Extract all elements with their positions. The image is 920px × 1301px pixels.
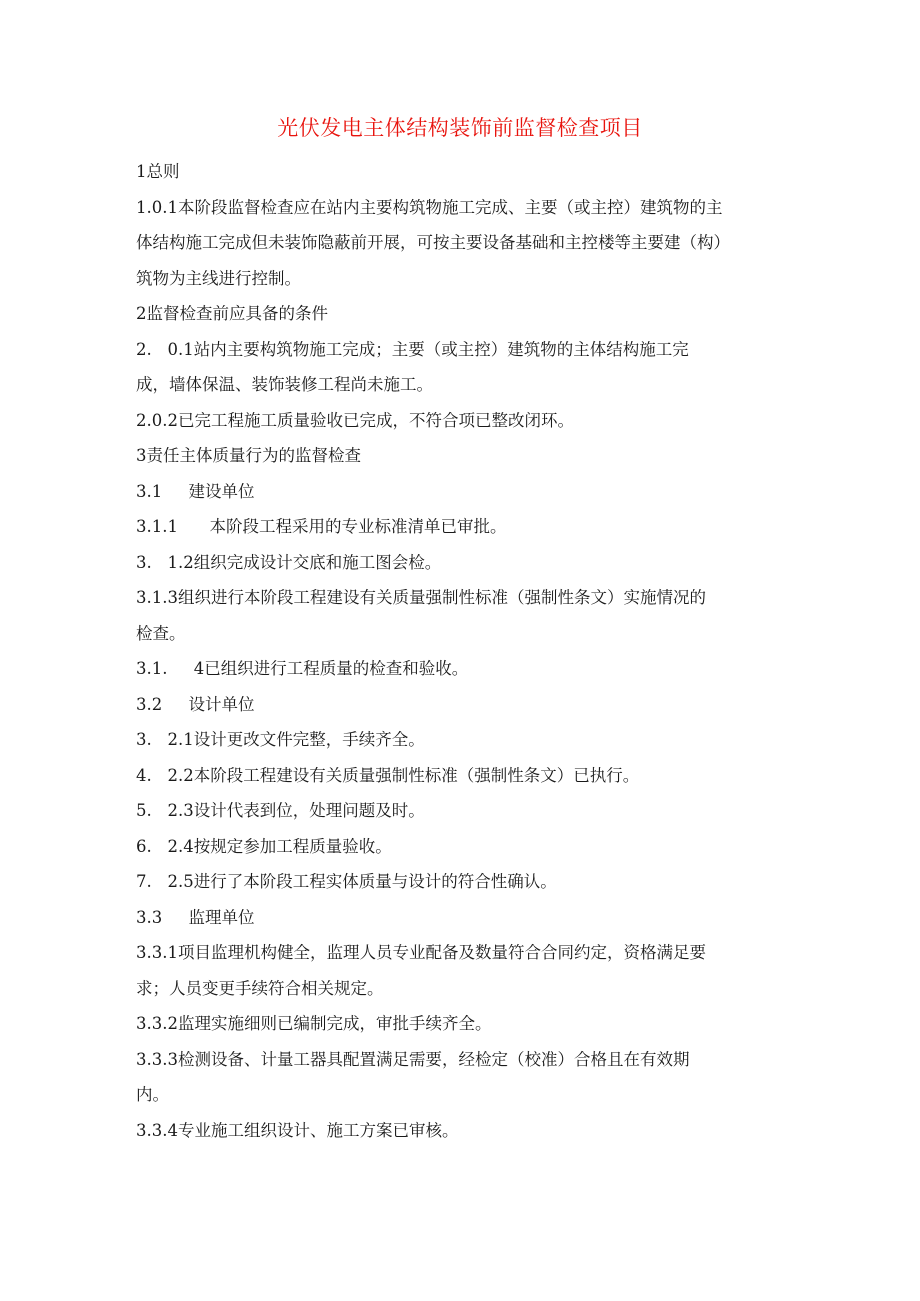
paragraph-line: 3. 1.2组织完成设计交底和施工图会检。 xyxy=(136,552,442,572)
paragraph-line: 检查。 xyxy=(136,623,186,643)
paragraph-line: 1.0.1本阶段监督检查应在站内主要构筑物施工完成、主要（或主控）建筑物的主 xyxy=(136,197,723,217)
paragraph-line: 3.3.1项目监理机构健全，监理人员专业配备及数量符合合同约定，资格满足要 xyxy=(136,943,706,962)
paragraph-line: 体结构施工完成但未装饰隐蔽前开展，可按主要设备基础和主控楼等主要建（构） xyxy=(136,233,730,252)
paragraph-line: 求；人员变更手续符合相关规定。 xyxy=(136,978,384,998)
paragraph-line: 3.3.2监理实施细则已编制完成，审批手续齐全。 xyxy=(136,1014,492,1033)
paragraph-line: 3.1 建设单位 xyxy=(136,481,255,501)
paragraph-line: 3.1.3组织进行本阶段工程建设有关质量强制性标准（强制性条文）实施情况的 xyxy=(136,588,706,607)
paragraph-line: 4. 2.2本阶段工程建设有关质量强制性标准（强制性条文）已执行。 xyxy=(136,765,640,785)
paragraph-line: 3.3.4专业施工组织设计、施工方案已审核。 xyxy=(136,1120,459,1140)
paragraph-line: 成，墙体保温、装饰装修工程尚未施工。 xyxy=(136,375,433,394)
paragraph-line: 3.2 设计单位 xyxy=(136,694,255,714)
paragraph-line: 5. 2.3设计代表到位，处理问题及时。 xyxy=(136,801,425,820)
document-body xyxy=(136,154,786,1148)
paragraph-line: 6. 2.4按规定参加工程质量验收。 xyxy=(136,836,392,856)
paragraph-line: 3.1.1 本阶段工程采用的专业标准清单已审批。 xyxy=(136,517,507,536)
paragraph-line: 3. 2.1设计更改文件完整，手续齐全。 xyxy=(136,730,425,749)
paragraph-line: 2监督检查前应具备的条件 xyxy=(136,304,328,323)
paragraph-line: 2. 0.1站内主要构筑物施工完成；主要（或主控）建筑物的主体结构施工完 xyxy=(136,339,689,359)
paragraph-line: 3.3 监理单位 xyxy=(136,907,255,927)
paragraph-line: 3.3.3检测设备、计量工器具配置满足需要，经检定（校准）合格且在有效期 xyxy=(136,1049,690,1069)
paragraph-line: 3责任主体质量行为的监督检查 xyxy=(136,446,361,465)
paragraph-line: 内。 xyxy=(136,1085,169,1104)
paragraph-line: 1总则 xyxy=(136,162,180,181)
paragraph-line: 3.1. 4已组织进行工程质量的检查和验收。 xyxy=(136,659,469,678)
document-title: 光伏发电主体结构装饰前监督检查项目 xyxy=(277,116,643,140)
paragraph-line: 筑物为主线进行控制。 xyxy=(136,268,301,288)
paragraph-line: 7. 2.5进行了本阶段工程实体质量与设计的符合性确认。 xyxy=(136,872,557,891)
paragraph-line: 2.0.2已完工程施工质量验收已完成，不符合项已整改闭环。 xyxy=(136,410,574,430)
